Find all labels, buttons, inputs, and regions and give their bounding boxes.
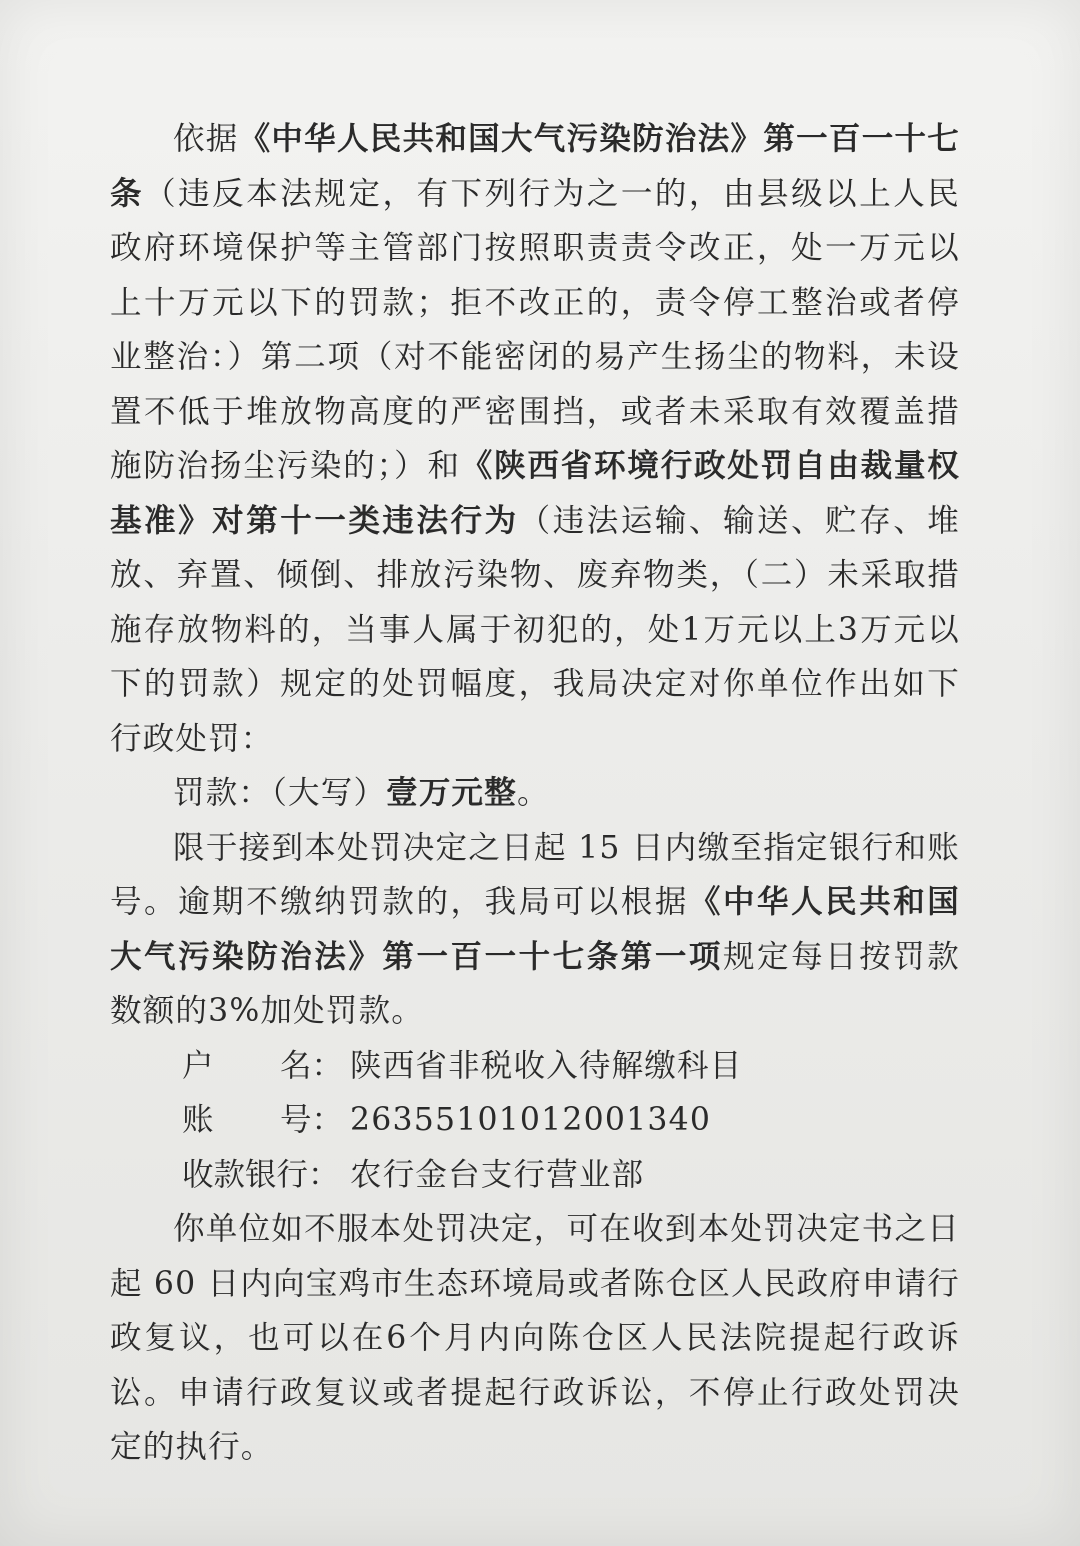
deadline-law-citation: 《中华人民共和国大气污染防治法》第一百一十七条第一项	[110, 883, 960, 975]
basis-text-3: （违法运输、输送、贮存、堆放、弃置、倾倒、排放污染物、废弃物类，（二）未采取措施存放物料的，当事人属于初犯的，处1万元以上3万元以下的罚款）规定的处罚幅度，我局决定对你单位作出如下行政处罚：	[110, 502, 960, 757]
deadline-text-2: 规定每日按罚款数额的3%加处罚款。	[110, 938, 960, 1029]
payment-deadline-paragraph	[110, 821, 960, 1039]
account-name-value: 陕西省非税收入待解缴科目	[350, 1047, 743, 1084]
account-name-row	[182, 1039, 960, 1094]
fine-end: 。	[516, 775, 550, 811]
fine-amount: 壹万元整	[386, 774, 517, 811]
account-number-label-a: 账	[182, 1102, 214, 1138]
legal-basis-paragraph	[110, 112, 960, 766]
deadline-text-1: 限于接到本处罚决定之日起 15 日内缴至指定银行和账号。逾期不缴纳罚款的，我局可以根据	[110, 829, 960, 920]
document-body	[110, 112, 960, 1475]
account-name-label-a: 户	[182, 1047, 214, 1084]
account-name-label-b: 名：	[280, 1047, 344, 1084]
bank-value: 农行金台支行营业部	[350, 1156, 645, 1193]
basis-text-1: 依据	[173, 121, 239, 157]
account-number-label-b: 号：	[280, 1102, 344, 1138]
fine-line	[110, 766, 960, 821]
bank-label: 收款银行：	[182, 1156, 340, 1193]
basis-law-citation: 《中华人民共和国大气污染防治法》第一百一十七条	[110, 120, 960, 212]
account-number-row	[182, 1093, 960, 1148]
appeal-paragraph: 你单位如不服本处罚决定，可在收到本处罚决定书之日起 60 日内向宝鸡市生态环境局或者陈仓区人民政府申请行政复议，也可以在6个月内向陈仓区人民法院提起行政诉讼。申请行政复议或者提起行政诉讼，不停止行政处罚决定的执行。	[110, 1211, 960, 1465]
basis-text-2: （违反本法规定，有下列行为之一的，由县级以上人民政府环境保护等主管部门按照职责责令改正，处一万元以上十万元以下的罚款；拒不改正的，责令停工整治或者停业整治：）第二项（对不能密闭的易产生扬尘的物料，未设置不低于堆放物高度的严密围挡，或者未采取有效覆盖措施防治扬尘污染的；）和	[110, 175, 960, 484]
account-number-value: 2635510101200134​0	[350, 1102, 712, 1138]
fine-label: 罚款：（大写）	[173, 775, 387, 811]
bank-row	[182, 1148, 960, 1203]
basis-standard-citation: 《陕西省环境行政处罚自由裁量权基准》对第十一类违法行为	[110, 447, 960, 539]
